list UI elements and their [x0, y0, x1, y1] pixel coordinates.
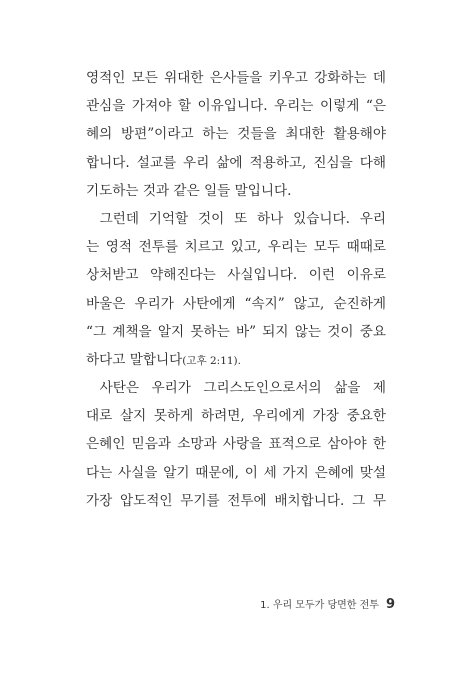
text-line: 합니다. 설교를 우리 삶에 적용하고, 진심을 다해: [86, 154, 386, 171]
page-footer: [260, 596, 395, 612]
text-line: 은혜인 믿음과 소망과 사랑을 표적으로 삼아야 한: [86, 436, 386, 453]
text-line: “그 계책을 알지 못하는 바” 되지 않는 것이 중요: [86, 323, 386, 340]
paragraph-3: [86, 374, 386, 515]
paragraph-1: [86, 64, 386, 205]
text-line: [86, 346, 386, 374]
text-line: 상처받고 약해진다는 사실입니다. 이런 이유로: [86, 267, 386, 284]
bible-citation: (고후 2:11).: [182, 354, 241, 367]
paragraph-2: [86, 205, 386, 374]
text-line: 가장 압도적인 무기를 전투에 배치합니다. 그 무: [86, 492, 386, 509]
text-line: 대로 살지 못하게 하려면, 우리에게 가장 중요한: [86, 408, 386, 425]
text-line: 다는 사실을 알기 때문에, 이 세 가지 은혜에 맞설: [86, 464, 386, 481]
running-chapter-title: 1. 우리 모두가 당면한 전투: [260, 600, 379, 611]
text-line: 관심을 가져야 할 이유입니다. 우리는 이렇게 “은: [86, 98, 386, 115]
page-number: 9: [385, 597, 395, 612]
text-line: 바울은 우리가 사탄에게 “속지” 않고, 순진하게: [86, 295, 386, 312]
text-line: 혜의 방편”이라고 하는 것들을 최대한 활용해야: [86, 126, 386, 143]
text-line: 영적인 모든 위대한 은사들을 키우고 강화하는 데: [86, 70, 386, 86]
text-line: 그런데 기억할 것이 또 하나 있습니다. 우리: [99, 210, 386, 227]
text-line: 는 영적 전투를 치르고 있고, 우리는 모두 때때로: [86, 239, 386, 256]
text-line-content: 하다고 말합니다: [86, 351, 183, 368]
page-body: [86, 64, 386, 515]
text-line: 사탄은 우리가 그리스도인으로서의 삶을 제: [99, 380, 386, 397]
text-line: 기도하는 것과 같은 일들 말입니다.: [86, 182, 292, 199]
